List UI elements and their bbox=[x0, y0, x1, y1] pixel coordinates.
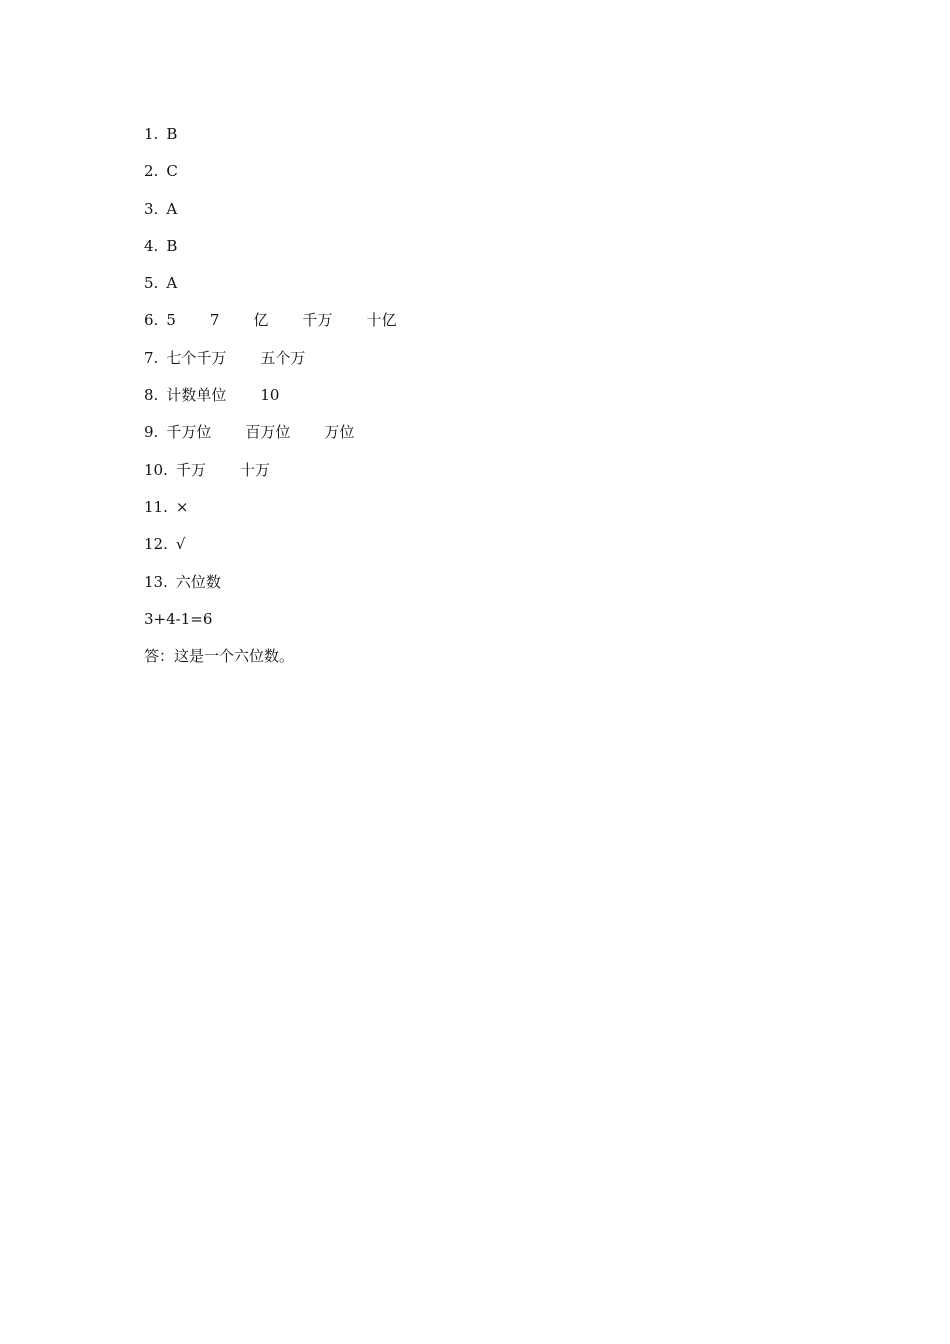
answer-value: A bbox=[166, 274, 178, 293]
answer-line-8 bbox=[144, 383, 804, 420]
answer-value: 千万 bbox=[302, 311, 333, 330]
answer-line-4 bbox=[144, 234, 804, 271]
answer-value: 亿 bbox=[253, 311, 269, 330]
answer-value: √ bbox=[175, 535, 186, 554]
answer-value: 五个万 bbox=[260, 348, 306, 367]
answer-value: A bbox=[166, 199, 178, 218]
answer-number: 1. bbox=[144, 125, 159, 143]
answer-line-1 bbox=[144, 122, 804, 159]
answer-value: 十亿 bbox=[366, 311, 397, 330]
answer-number: 2. bbox=[144, 162, 159, 181]
answer-value: 千万位 bbox=[166, 423, 212, 442]
answer-number: 4. bbox=[144, 236, 159, 255]
answer-number: 5. bbox=[144, 274, 159, 293]
answer-value: 万位 bbox=[324, 423, 355, 442]
answer-value: 10 bbox=[260, 386, 280, 405]
answer-line-9 bbox=[144, 420, 804, 457]
answer-value: 5 bbox=[166, 311, 176, 330]
answer-value: 计数单位 bbox=[166, 386, 227, 405]
answer-value: B bbox=[166, 236, 178, 255]
answer-number: 8. bbox=[144, 386, 159, 405]
answer-number: 9. bbox=[144, 423, 159, 442]
answer-number: 6. bbox=[144, 311, 159, 330]
answer-number: 7. bbox=[144, 348, 159, 367]
answer-number: 3. bbox=[144, 199, 159, 218]
calculation: 3+4-1=6 bbox=[144, 609, 213, 628]
answer-number: 11. bbox=[144, 497, 168, 516]
answer-line-3 bbox=[144, 197, 804, 234]
calculation-line bbox=[144, 607, 804, 644]
answer-line-13 bbox=[144, 570, 804, 607]
answer-value: × bbox=[175, 497, 189, 516]
answer-line-11 bbox=[144, 495, 804, 532]
answer-line-7 bbox=[144, 346, 804, 383]
answer-line-5 bbox=[144, 271, 804, 308]
answer-number: 12. bbox=[144, 535, 168, 554]
answer-line-6 bbox=[144, 308, 804, 345]
answer-line-2 bbox=[144, 159, 804, 196]
final-answer: 答：这是一个六位数。 bbox=[144, 647, 295, 666]
answer-value: 百万位 bbox=[245, 423, 291, 442]
answer-line-10 bbox=[144, 458, 804, 495]
answer-value: 六位数 bbox=[175, 572, 221, 591]
answer-value: 千万 bbox=[175, 460, 206, 479]
answer-number: 13. bbox=[144, 572, 168, 591]
answer-value: 7 bbox=[209, 311, 220, 330]
answer-number: 10. bbox=[144, 460, 168, 479]
answer-list bbox=[144, 122, 804, 681]
answer-line-12 bbox=[144, 532, 804, 569]
answer-value: C bbox=[166, 162, 178, 181]
answer-value: B bbox=[166, 125, 178, 143]
answer-value: 七个千万 bbox=[166, 348, 227, 367]
answer-value: 十万 bbox=[239, 460, 270, 479]
final-answer-line bbox=[144, 644, 804, 681]
